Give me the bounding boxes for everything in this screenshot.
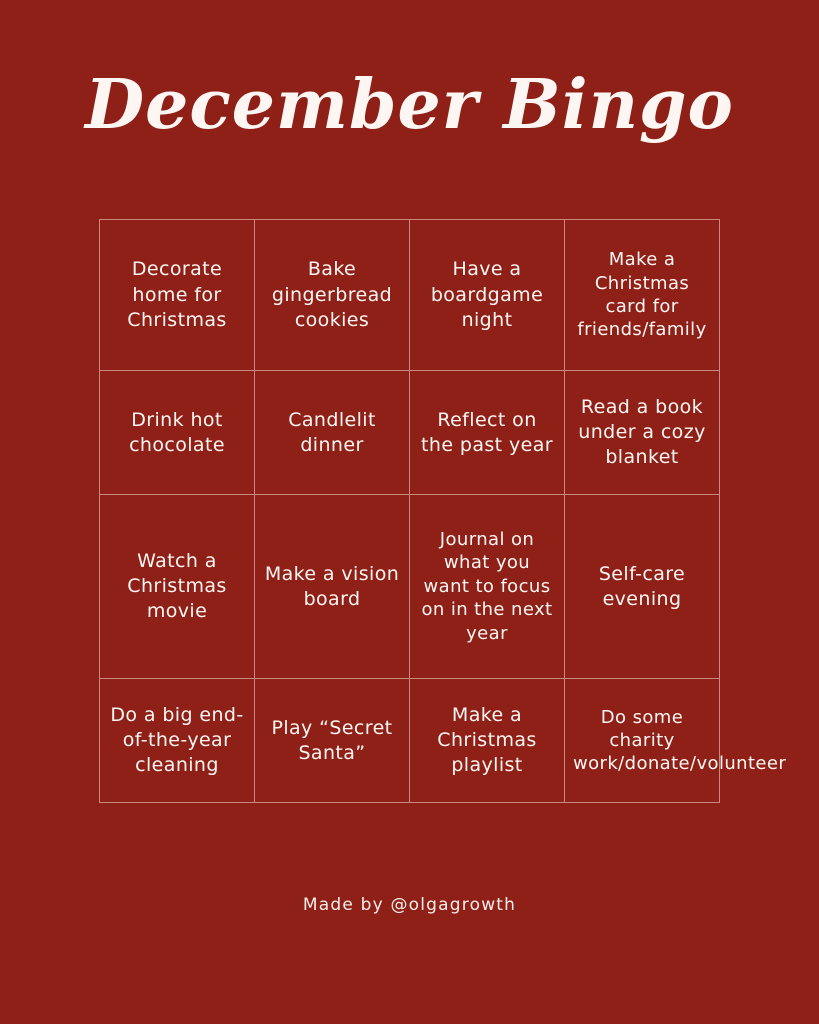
bingo-cell[interactable]: Drink hot chocolate: [100, 370, 255, 495]
bingo-cell[interactable]: Candlelit dinner: [255, 370, 410, 495]
bingo-cell[interactable]: Bake gingerbread cookies: [255, 220, 410, 370]
bingo-cell[interactable]: Decorate home for Christmas: [100, 220, 255, 370]
bingo-cell[interactable]: Self-care evening: [565, 495, 720, 678]
bingo-cell[interactable]: Journal on what you want to focus on in the next year: [410, 495, 565, 678]
page-title: December Bingo: [85, 65, 734, 145]
bingo-cell[interactable]: Watch a Christmas movie: [100, 495, 255, 678]
bingo-cell[interactable]: Make a Christmas card for friends/family: [565, 220, 720, 370]
table-row: [100, 495, 720, 678]
credit-text: Made by @olgagrowth: [302, 895, 517, 916]
bingo-cell[interactable]: Make a Christmas playlist: [410, 678, 565, 803]
bingo-cell[interactable]: Have a boardgame night: [410, 220, 565, 370]
bingo-cell[interactable]: Reflect on the past year: [410, 370, 565, 495]
bingo-cell[interactable]: Do some charity work/donate/volunteer: [565, 678, 720, 803]
table-row: [100, 370, 720, 495]
bingo-cell[interactable]: Read a book under a cozy blanket: [565, 370, 720, 495]
table-row: [100, 678, 720, 803]
bingo-cell[interactable]: Do a big end-of-the-year cleaning: [100, 678, 255, 803]
bingo-cell[interactable]: Make a vision board: [255, 495, 410, 678]
bingo-grid-container: [99, 219, 787, 803]
table-row: [100, 220, 720, 370]
bingo-cell[interactable]: Play “Secret Santa”: [255, 678, 410, 803]
bingo-grid: [99, 219, 787, 803]
